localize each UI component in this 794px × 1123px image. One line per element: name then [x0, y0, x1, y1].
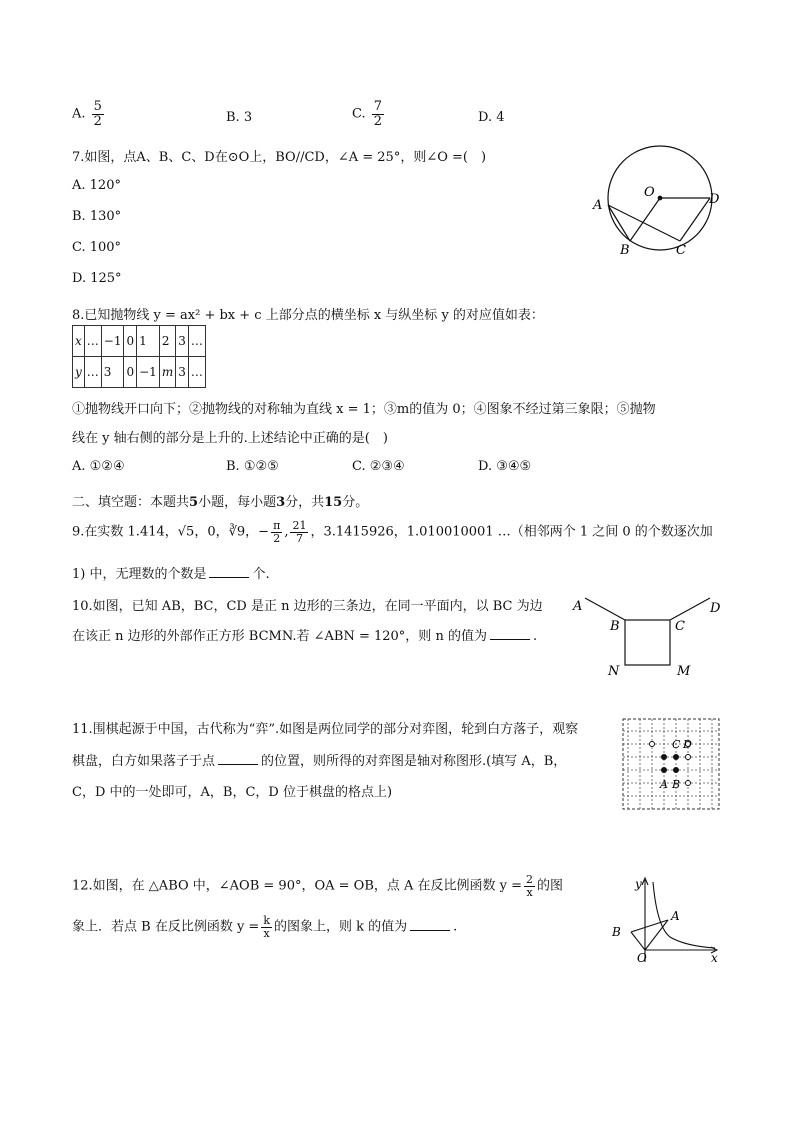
square-bcmn	[625, 620, 670, 665]
black-stone	[661, 767, 667, 773]
segment-dc	[680, 198, 710, 241]
table-row-y: y … 3 0 −1 m 3 …	[73, 357, 206, 388]
white-stone	[650, 742, 655, 747]
q10-polygon-figure	[570, 590, 730, 685]
q9-answer-blank[interactable]	[209, 576, 249, 578]
label-y: y	[635, 877, 642, 891]
q8-statements-line2: 线在 y 轴右侧的部分是上升的.上述结论中正确的是( )	[72, 431, 388, 446]
label-o: O	[637, 951, 647, 965]
q9-question-line1: 9.在实数 1.414，√5，0，∛9，− $\frac{\pi}{2}$ , $\frac{21}{7}$ ，3.1415926，1.010010001 …（相邻两个 1 之间 0 的个数逐次加	[72, 519, 713, 545]
label-b: B	[612, 925, 621, 939]
white-stone	[686, 755, 691, 760]
label-n: N	[608, 664, 620, 679]
label-x: x	[711, 951, 718, 965]
q9-question-line2: 1) 中，无理数的个数是 个.	[72, 567, 270, 582]
segment-oa	[645, 920, 668, 950]
q10-question-line1: 10.如图，已知 AB，BC，CD 是正 n 边形的三条边，在同一平面内，以 BC 为边	[72, 599, 543, 614]
q11-question-line3: C，D 中的一处即可，A，B，C，D 位于棋盘的格点上)	[72, 785, 393, 800]
q7-option-c: C. 100°	[72, 240, 122, 255]
label-a: A	[671, 909, 680, 923]
label-b: B	[610, 619, 620, 634]
q6-option-d: D. 4	[478, 110, 505, 125]
q10-answer-blank[interactable]	[490, 638, 530, 640]
q12-question-line1: 12.如图，在 △ABO 中，∠AOB = 90°，OA = OB，点 A 在反比例函数 y = $\frac{2}{x}$ 的图	[72, 873, 564, 899]
q6-option-b: B. 3	[226, 110, 253, 125]
label-d: D	[683, 738, 692, 751]
label-a: A	[660, 778, 668, 791]
label-c: C	[675, 619, 685, 634]
label-a: A	[573, 599, 583, 614]
segment-ob	[631, 932, 645, 950]
q11-question-line1: 11.围棋起源于中国，古代称为“弈”.如图是两位同学的部分对弈图，轮到白方落子，观察	[72, 722, 579, 737]
q7-option-a: A. 120°	[72, 178, 121, 193]
q8-option-b: B. ①②⑤	[226, 459, 279, 474]
q8-statements-line1: ①抛物线开口向下；②抛物线的对称轴为直线 x = 1；③m的值为 0；④图象不经过第三象限；⑤抛物	[72, 402, 656, 417]
q7-circle-figure	[590, 140, 730, 265]
q8-value-table	[72, 325, 206, 388]
q7-option-d: D. 125°	[72, 271, 122, 286]
black-stone	[673, 754, 679, 760]
q10-question-line2: 在该正 n 边形的外部作正方形 BCMN.若 ∠ABN = 120°，则 n 的值为 .	[72, 629, 538, 644]
label-c: C	[676, 243, 686, 258]
q8-option-d: D. ③④⑤	[478, 459, 532, 474]
label-d: D	[709, 192, 720, 207]
segment-ab	[585, 598, 625, 620]
q11-question-line2: 棋盘，白方如果落子于点 的位置，则所得的对弈图是轴对称图形.(填写 A，B，	[72, 754, 567, 769]
q8-option-a: A. ①②④	[72, 459, 125, 474]
white-stone	[686, 781, 691, 786]
q11-go-board-figure	[622, 718, 720, 810]
q12-hyperbola-figure	[605, 872, 730, 967]
label-c: C	[672, 738, 681, 751]
segment-cd	[670, 598, 710, 620]
hyperbola-curve	[653, 882, 715, 948]
q11-answer-blank[interactable]	[218, 763, 258, 765]
q12-answer-blank[interactable]	[410, 929, 450, 931]
q7-option-b: B. 130°	[72, 209, 122, 224]
section2-heading: 二、填空题：本题共5小题，每小题3分，共15分。	[72, 495, 369, 510]
black-stone	[673, 767, 679, 773]
label-o: O	[644, 185, 655, 200]
q8-question: 8.已知抛物线 y = ax² + bx + c 上部分点的横坐标 x 与纵坐标 y 的对应值如表：	[72, 308, 544, 323]
q6-option-a: A. $\frac{5}{2}$	[72, 99, 102, 129]
table-row-x: x … −1 0 1 2 3 …	[73, 326, 206, 357]
label-b: B	[672, 778, 681, 791]
label-b: B	[620, 243, 630, 258]
black-stone	[661, 754, 667, 760]
segment-ob	[630, 198, 660, 241]
q12-question-line2: 象上．若点 B 在反比例函数 y = $\frac{k}{x}$ 的图象上，则 k 的值为 .	[72, 914, 458, 940]
q6-option-c: C. $\frac{7}{2}$	[352, 99, 383, 129]
q8-option-c: C. ②③④	[352, 459, 405, 474]
label-d: D	[710, 601, 721, 616]
label-a: A	[593, 198, 603, 213]
q7-question: 7.如图，点A、B、C、D在⊙O上，BO//CD，∠A = 25°，则∠O =( )	[72, 150, 487, 165]
label-m: M	[677, 664, 691, 679]
